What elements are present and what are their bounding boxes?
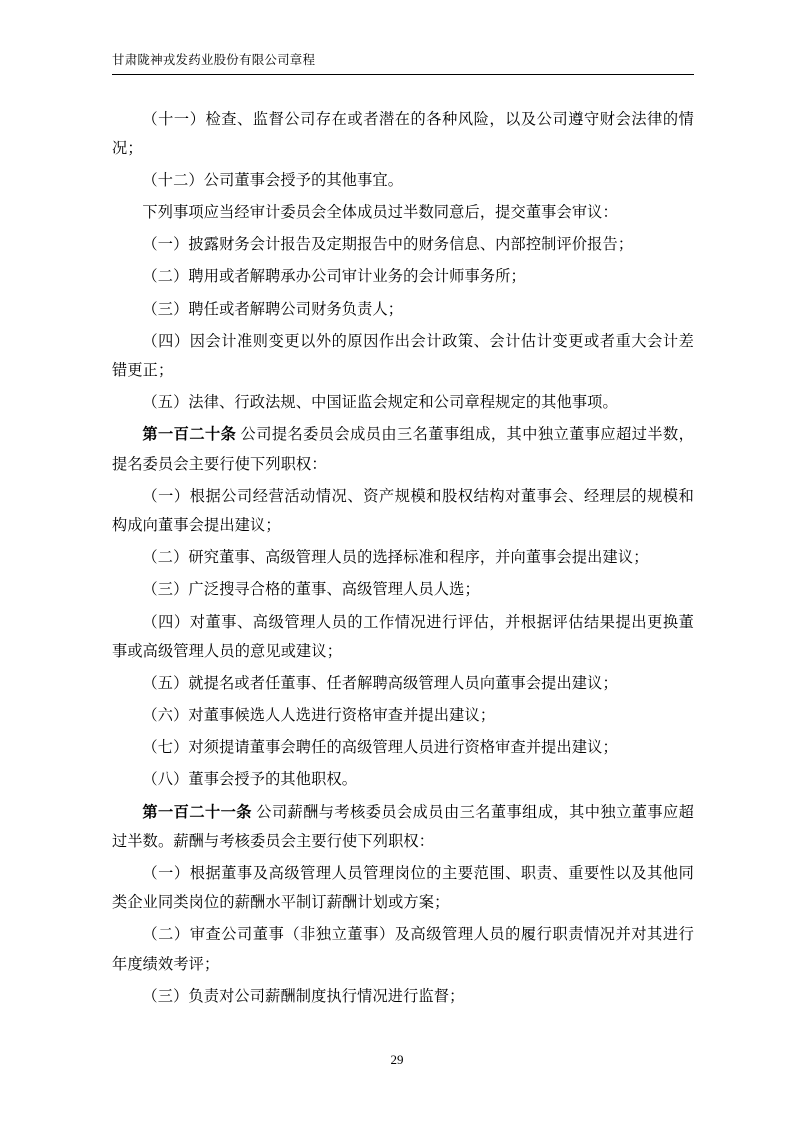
paragraph (112, 327, 694, 385)
paragraph (112, 388, 694, 417)
paragraph-text: （一）根据公司经营活动情况、资产规模和股权结构对董事会、经理层的规模和构成向董事会提出建议； (112, 487, 694, 534)
article-number: 第一百二十条 (142, 426, 237, 444)
document-body (112, 105, 694, 1011)
paragraph (112, 701, 694, 730)
paragraph (112, 765, 694, 794)
paragraph-text: （三）广泛搜寻合格的董事、高级管理人员人选； (142, 581, 480, 599)
paragraph (112, 733, 694, 762)
article-number: 第一百二十一条 (142, 803, 252, 821)
paragraph-text: （一）披露财务会计报告及定期报告中的财务信息、内部控制评价报告； (142, 236, 634, 254)
paragraph-text: （八）董事会授予的其他职权。 (142, 771, 358, 789)
paragraph-text: （一）根据董事及高级管理人员管理岗位的主要范围、职责、重要性以及其他同类企业同类岗位的薪酬水平制订薪酬计划或方案； (112, 865, 694, 912)
paragraph (112, 482, 694, 540)
paragraph-text: （七）对须提请董事会聘任的高级管理人员进行资格审查并提出建议； (142, 739, 618, 757)
paragraph-text: （十一）检查、监督公司存在或者潜在的各种风险，以及公司遵守财会法律的情况； (112, 110, 694, 157)
paragraph (112, 920, 694, 978)
page-header: 甘肃陇神戎发药业股份有限公司章程 (112, 52, 694, 75)
paragraph (112, 608, 694, 666)
paragraph-text: （二）研究董事、高级管理人员的选择标准和程序，并向董事会提出建议； (142, 549, 649, 567)
paragraph-text: （二）聘用或者解聘承办公司审计业务的会计师事务所； (142, 268, 526, 286)
paragraph-text: （十二）公司董事会授予的其他事宜。 (142, 171, 404, 189)
paragraph (112, 543, 694, 572)
page-number: 29 (390, 1052, 404, 1067)
paragraph (112, 166, 694, 195)
paragraph-text: （二）审查公司董事（非独立董事）及高级管理人员的履行职责情况并对其进行年度绩效考评； (112, 926, 694, 973)
paragraph-text: （四）因会计准则变更以外的原因作出会计政策、会计估计变更或者重大会计差错更正； (112, 332, 694, 379)
paragraph-text: （四）对董事、高级管理人员的工作情况进行评估，并根据评估结果提出更换董事或高级管理人员的意见或建议； (112, 613, 694, 660)
paragraph (112, 295, 694, 324)
paragraph (112, 669, 694, 698)
paragraph-text: （五）法律、行政法规、中国证监会规定和公司章程规定的其他事项。 (142, 394, 618, 412)
article-paragraph (112, 798, 694, 856)
paragraph (112, 982, 694, 1011)
paragraph-text: （三）聘任或者解聘公司财务负责人； (142, 300, 404, 318)
article-paragraph (112, 420, 694, 478)
paragraph (112, 575, 694, 604)
paragraph (112, 230, 694, 259)
paragraph (112, 105, 694, 163)
paragraph (112, 198, 694, 227)
paragraph (112, 262, 694, 291)
paragraph (112, 859, 694, 917)
paragraph-text: 公司薪酬与考核委员会成员由三名董事组成，其中独立董事应超过半数。薪酬与考核委员会主要行使下列职权： (112, 803, 694, 850)
paragraph-text: 公司提名委员会成员由三名董事组成，其中独立董事应超过半数，提名委员会主要行使下列职权： (112, 426, 694, 473)
paragraph-text: （五）就提名或者任董事、任者解聘高级管理人员向董事会提出建议； (142, 674, 618, 692)
paragraph-text: 下列事项应当经审计委员会全体成员过半数同意后，提交董事会审议： (142, 204, 618, 222)
paragraph-text: （六）对董事候选人人选进行资格审查并提出建议； (142, 707, 496, 725)
paragraph-text: （三）负责对公司薪酬制度执行情况进行监督； (142, 987, 465, 1005)
